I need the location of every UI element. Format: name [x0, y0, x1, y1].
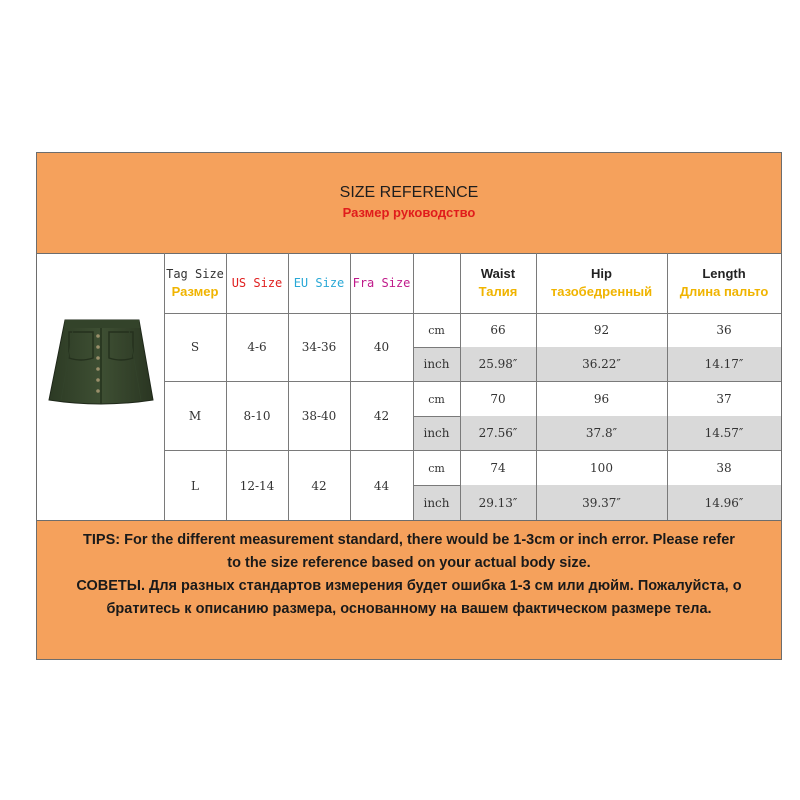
col-length-ru: Длина пальто [679, 284, 769, 299]
row-s-us: 4-6 [247, 340, 267, 354]
row-l-inch-waist: 29.13″ [478, 495, 518, 510]
row-s-cm-hip: 92 [593, 323, 610, 337]
row-m-cm-waist: 70 [490, 392, 506, 406]
tips-line-1: TIPS: For the different measurement standard, there would be 1-3cm or inch error. Please refer [83, 532, 735, 548]
size-table [37, 253, 781, 520]
tips-box [37, 520, 781, 659]
row-s-fra: 40 [373, 340, 390, 354]
grid-line [288, 253, 289, 520]
col-hip-en: Hip [591, 266, 612, 281]
col-waist-en: Waist [480, 266, 516, 281]
row-l-us: 12-14 [239, 478, 275, 493]
chart-subtitle: Размер руководство [342, 205, 476, 220]
col-hip-ru: тазобедренный [550, 284, 653, 299]
row-m-cm-unit: cm [428, 392, 445, 406]
row-s-tag: S [190, 340, 200, 354]
grid-line [413, 253, 414, 520]
tips-line-3: СОВЕТЫ. Для разных стандартов измерения будет ошибка 1-3 см или дюйм. Пожалуйста, о [76, 578, 742, 594]
row-l-cm-waist: 74 [490, 461, 506, 475]
row-l-inch-length: 14.96″ [704, 495, 744, 510]
row-l-cm-hip: 100 [590, 461, 613, 475]
tips-line-2: to the size reference based on your actual body size. [227, 555, 591, 571]
col-length-en: Length [702, 266, 746, 281]
row-m-inch-unit: inch [423, 426, 450, 440]
col-length [667, 253, 781, 313]
row-s-inch-waist: 25.98″ [478, 357, 518, 371]
chart-title: SIZE REFERENCE [339, 184, 479, 201]
grid-line [350, 253, 351, 520]
row-s-cm-length: 36 [716, 323, 732, 337]
grid-line [164, 450, 781, 451]
row-m-inch-length: 14.57″ [704, 426, 744, 440]
tips-line-4: братитесь к описанию размера, основанному на вашем фактическом размере тела. [106, 601, 712, 617]
row-m-inch-waist: 27.56″ [478, 426, 518, 440]
row-l-inch-unit: inch [423, 495, 450, 510]
row-l-cm-unit: cm [428, 461, 445, 475]
skirt-image [43, 316, 159, 406]
row-s-inch-hip: 36.22″ [582, 357, 621, 371]
col-tag-size-ru: Размер [171, 284, 219, 299]
grid-line [536, 253, 537, 520]
grid-line [164, 381, 781, 382]
row-s-cm-waist: 66 [490, 323, 506, 337]
row-m-us: 8-10 [243, 409, 271, 423]
grid-line [413, 347, 460, 348]
grid-line [413, 416, 460, 417]
col-waist [460, 253, 536, 313]
row-m-eu: 38-40 [301, 409, 337, 423]
row-m-fra: 42 [373, 409, 390, 423]
row-l-inch-hip: 39.37″ [582, 495, 621, 510]
col-fra-size-label: Fra Size [352, 276, 411, 290]
chart-header [37, 153, 781, 254]
row-s-inch-unit: inch [423, 357, 450, 371]
col-us-size: US Size [231, 276, 283, 290]
grid-line [164, 253, 165, 520]
grid-line [226, 253, 227, 520]
row-m-inch-hip: 37.8″ [585, 426, 618, 440]
row-l-cm-length: 38 [716, 461, 732, 475]
grid-line [667, 253, 668, 520]
size-chart [36, 152, 782, 660]
grid-line [460, 253, 461, 520]
row-l-fra: 44 [373, 478, 390, 493]
col-fra-size [350, 253, 413, 313]
col-eu-size: EU Size [293, 276, 345, 290]
col-tag-size [164, 253, 226, 313]
row-s-inch-length: 14.17″ [704, 357, 744, 371]
row-m-cm-hip: 96 [593, 392, 610, 406]
col-hip [536, 253, 667, 313]
row-m-cm-length: 37 [716, 392, 732, 406]
grid-line [164, 313, 781, 314]
col-tag-size-en: Tag Size [166, 267, 224, 281]
row-s-eu: 34-36 [301, 340, 337, 354]
grid-line [413, 485, 460, 486]
row-l-tag: L [191, 478, 199, 493]
row-s-cm-unit: cm [428, 323, 445, 337]
row-l-eu: 42 [311, 478, 327, 493]
col-waist-ru: Талия [478, 284, 518, 299]
row-m-tag: M [188, 409, 202, 423]
